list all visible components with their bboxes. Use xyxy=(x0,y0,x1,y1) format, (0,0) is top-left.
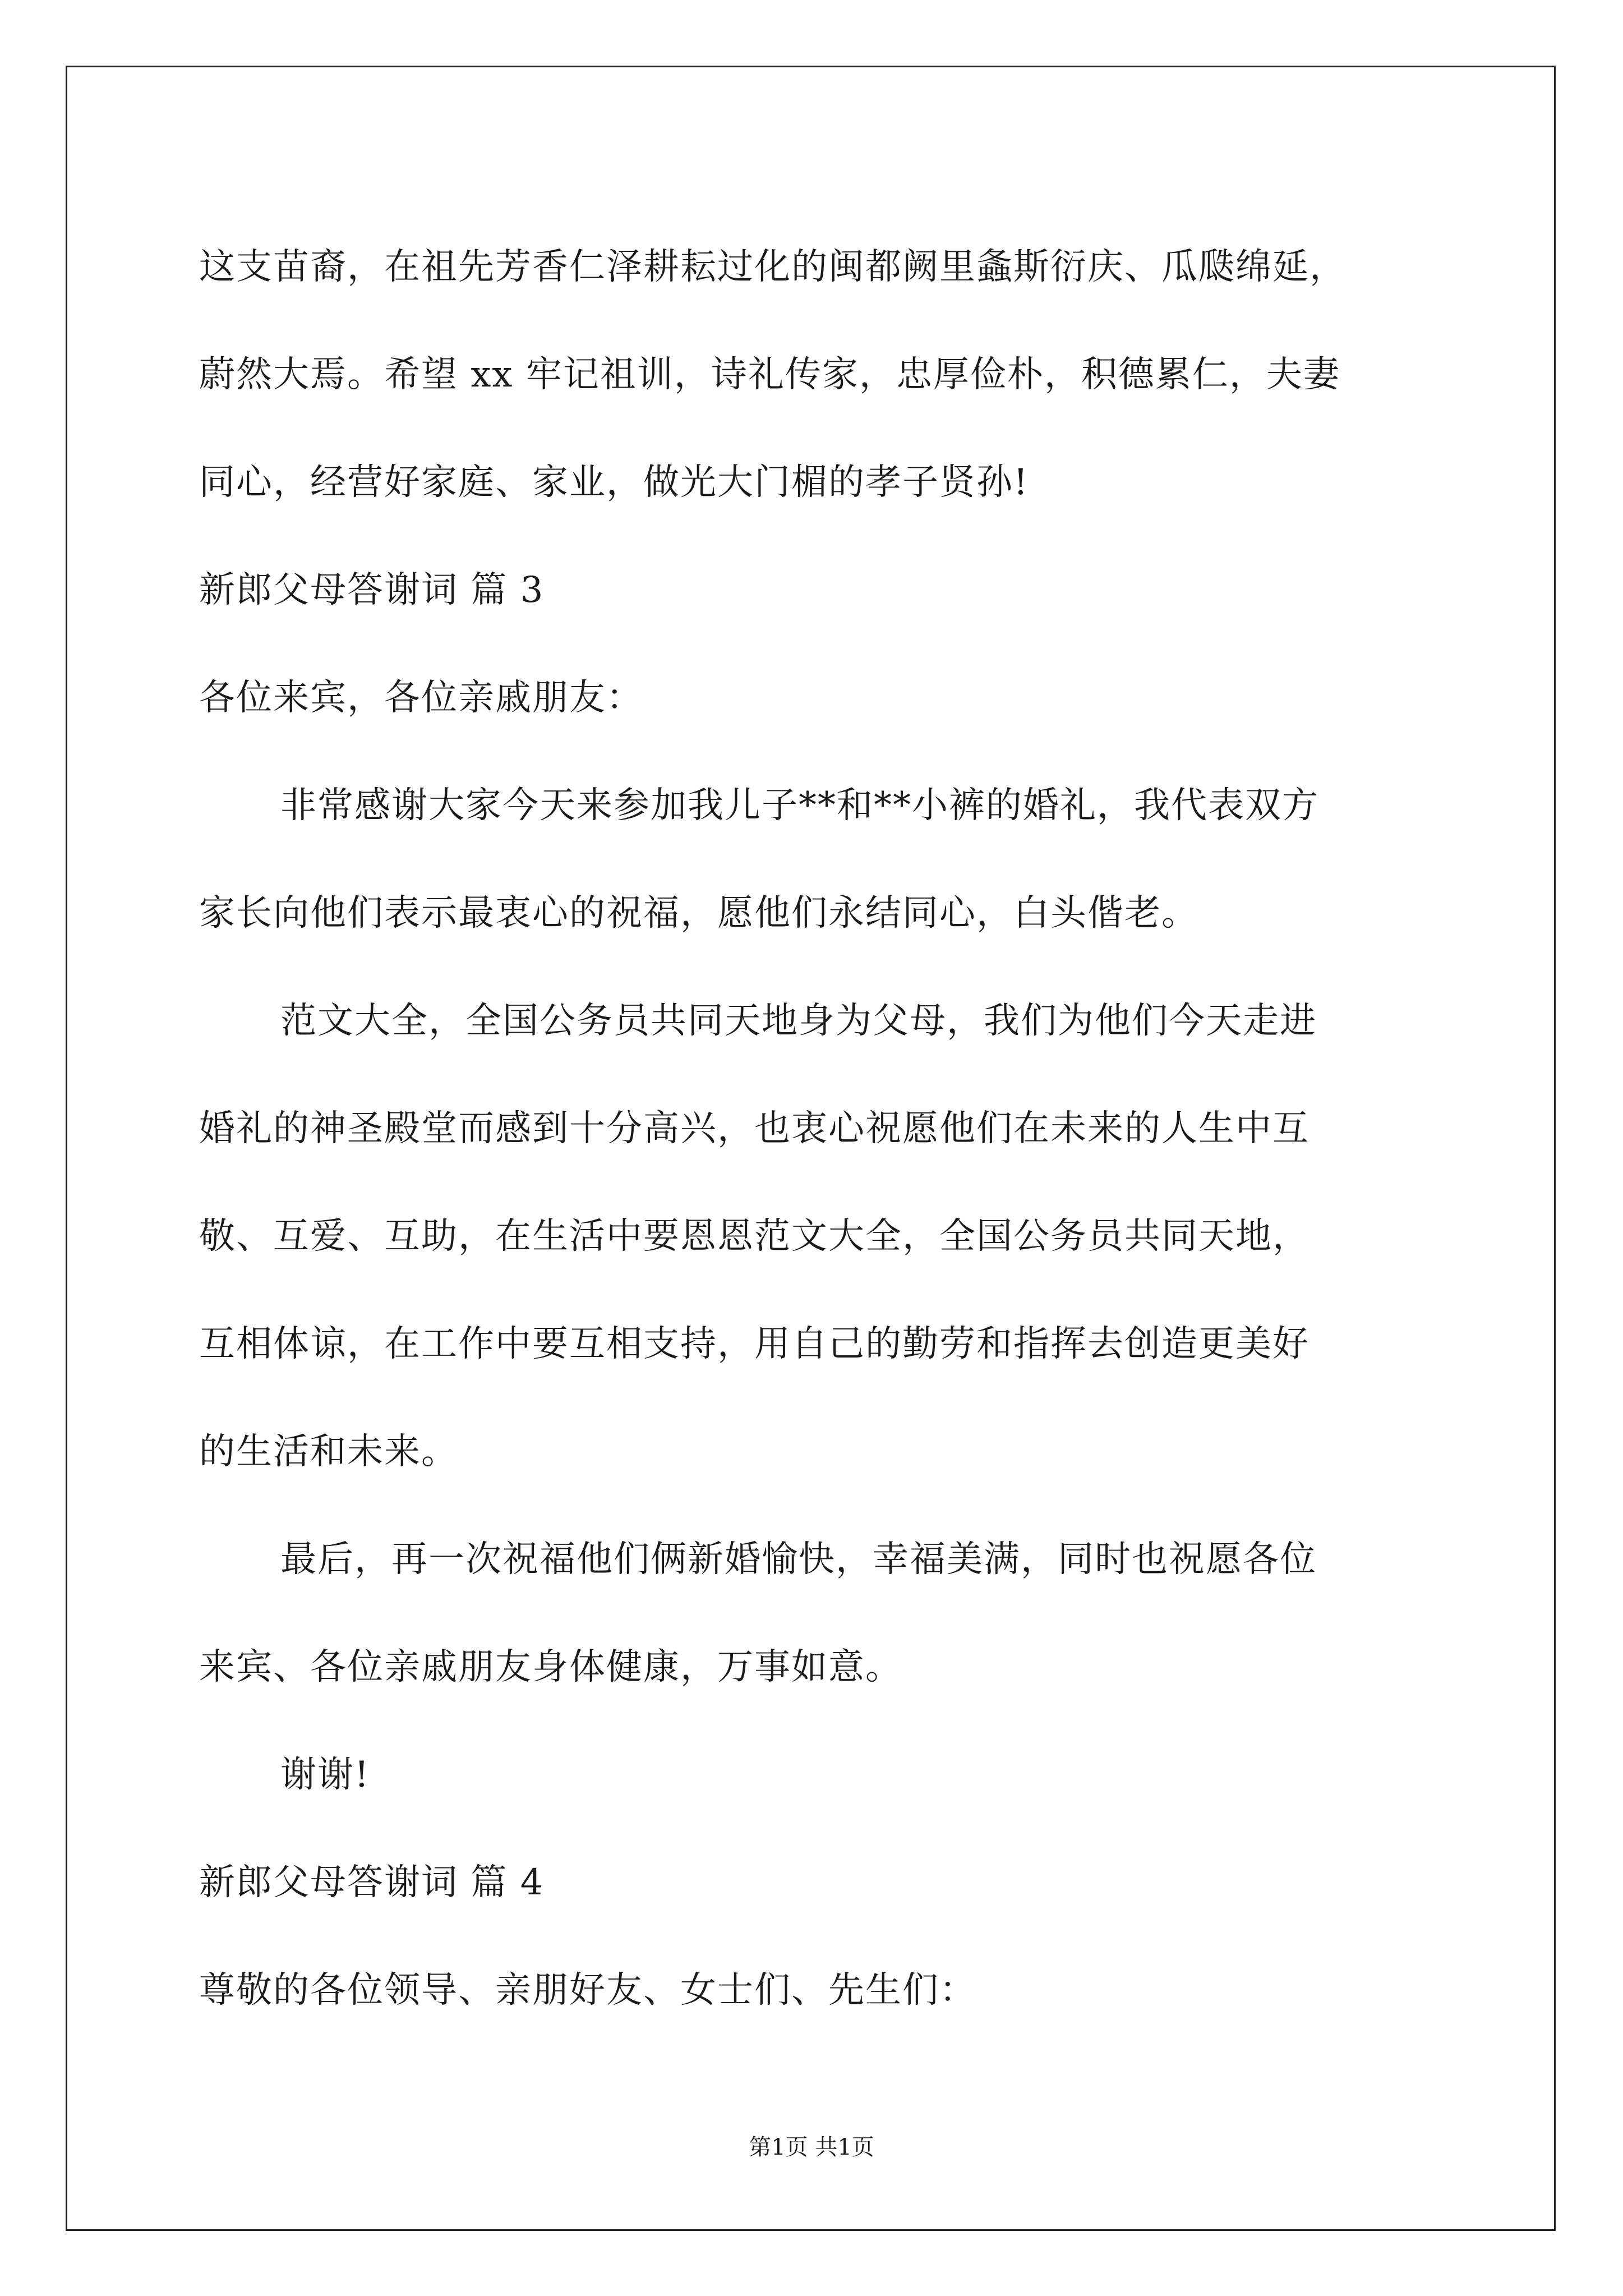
section-heading: 新郎父母答谢词 篇 4 xyxy=(199,1862,545,1903)
section-heading: 新郎父母答谢词 篇 3 xyxy=(199,569,545,611)
paragraph-line: 敬、互爱、互助，在生活中要恩恩范文大全，全国公务员共同天地， xyxy=(199,1216,1310,1257)
closing-thanks: 谢谢! xyxy=(280,1754,370,1796)
paragraph-line: 婚礼的神圣殿堂而感到十分高兴，也衷心祝愿他们在未来的人生中互 xyxy=(199,1108,1310,1149)
paragraph-line: 互相体谅，在工作中要互相支持，用自己的勤劳和指挥去创造更美好 xyxy=(199,1323,1310,1365)
paragraph-line: 蔚然大焉。希望 xx 牢记祖训，诗礼传家，忠厚俭朴，积德累仁，夫妻 xyxy=(199,354,1340,395)
paragraph-line: 的生活和未来。 xyxy=(199,1431,458,1473)
document-body xyxy=(199,213,1461,2044)
paragraph-line: 这支苗裔，在祖先芳香仁泽耕耘过化的闽都阙里螽斯衍庆、瓜瓞绵延， xyxy=(199,246,1347,288)
paragraph-line: 来宾、各位亲戚朋友身体健康，万事如意。 xyxy=(199,1646,902,1688)
page-footer: 第1页 共1页 xyxy=(749,2134,874,2160)
paragraph-line: 最后，再一次祝福他们俩新婚愉快，幸福美满，同时也祝愿各位 xyxy=(280,1539,1317,1580)
paragraph-line: 范文大全，全国公务员共同天地身为父母，我们为他们今天走进 xyxy=(280,1000,1317,1042)
salutation: 尊敬的各位领导、亲朋好友、女士们、先生们： xyxy=(199,1970,976,2011)
paragraph-line: 非常感谢大家今天来参加我儿子**和**小裤的婚礼，我代表双方 xyxy=(280,785,1319,826)
paragraph-line: 同心，经营好家庭、家业，做光大门楣的孝子贤孙! xyxy=(199,462,1029,503)
salutation: 各位来宾，各位亲戚朋友： xyxy=(199,677,643,719)
paragraph-line: 家长向他们表示最衷心的祝福，愿他们永结同心，白头偕老。 xyxy=(199,892,1198,934)
